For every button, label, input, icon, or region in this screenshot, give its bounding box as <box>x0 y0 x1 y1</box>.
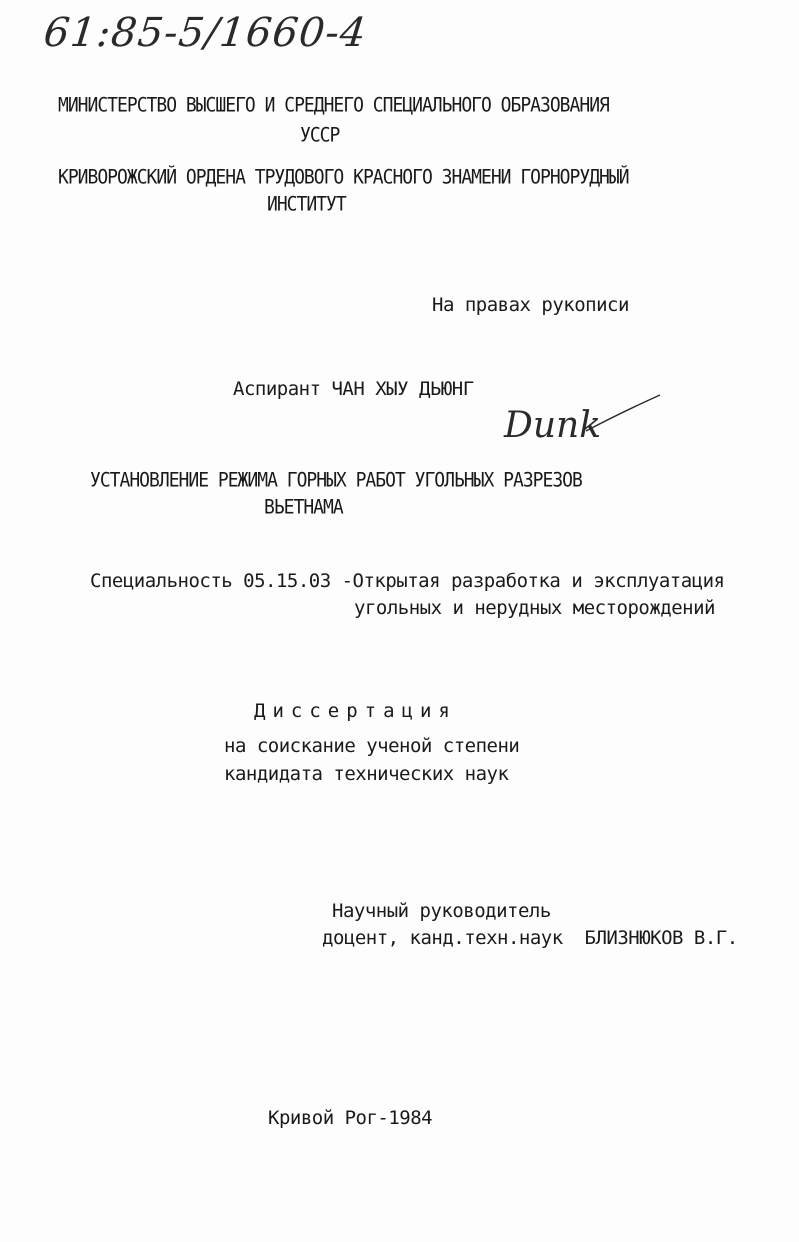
manuscript-rights-note: На правах рукописи <box>432 294 629 316</box>
institute-line-1: КРИВОРОЖСКИЙ ОРДЕНА ТРУДОВОГО КРАСНОГО ЗНАМЕНИ ГОРНОРУДНЫЙ <box>58 166 629 189</box>
specialty-line-2: угольных и нерудных месторождений <box>354 597 715 619</box>
institute-line-2: ИНСТИТУТ <box>267 193 346 216</box>
dissertation-heading: Диссертация <box>254 700 457 722</box>
dissertation-purpose-line-1: на соискание ученой степени <box>224 735 520 757</box>
thesis-title-line-2: ВЬЕТНАМА <box>264 496 343 519</box>
supervisor-label: Научный руководитель <box>332 900 551 922</box>
signature-text: Dunk <box>504 405 602 446</box>
author-line: Аспирант ЧАН ХЫУ ДЬЮНГ <box>233 378 474 400</box>
ministry-line-1: МИНИСТЕРСТВО ВЫСШЕГО И СРЕДНЕГО СПЕЦИАЛЬНОГО ОБРАЗОВАНИЯ <box>58 94 609 117</box>
place-and-year: Кривой Рог-1984 <box>268 1107 433 1129</box>
thesis-title-line-1: УСТАНОВЛЕНИЕ РЕЖИМА ГОРНЫХ РАБОТ УГОЛЬНЫХ РАЗРЕЗОВ <box>90 469 582 492</box>
dissertation-purpose-line-2: кандидата технических наук <box>224 763 509 785</box>
supervisor-name: доцент, канд.техн.наук БЛИЗНЮКОВ В.Г. <box>322 927 738 949</box>
ministry-line-2: УССР <box>300 124 340 147</box>
handwritten-archive-code: 61:85-5/1660-4 <box>41 10 369 56</box>
specialty-line-1: Специальность 05.15.03 -Открытая разработка и эксплуатация <box>90 570 725 592</box>
author-signature <box>500 385 670 455</box>
